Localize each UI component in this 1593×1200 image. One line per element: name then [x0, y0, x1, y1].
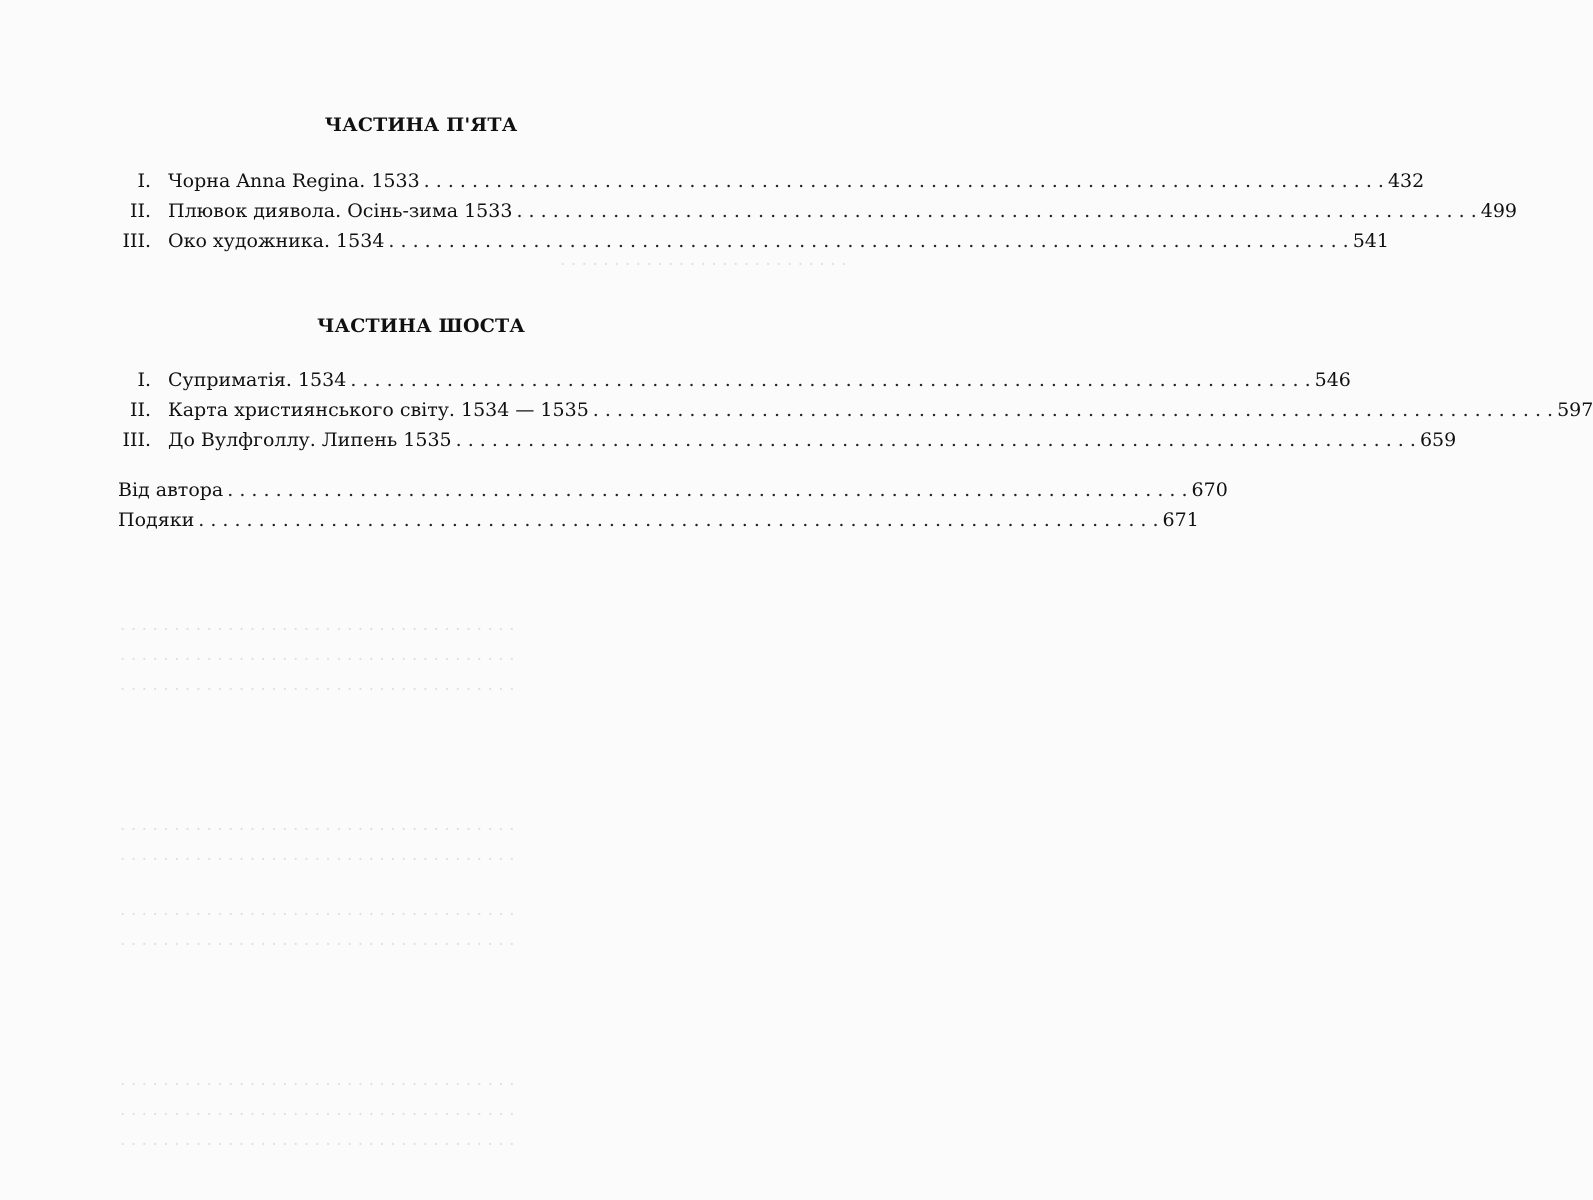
page-number: 659 [1419, 429, 1457, 451]
bleed-through-text: · · · · · · · · · · · · · · · · · · · · · · · · · · · · · · · · · · · · · [120, 650, 515, 670]
bleed-through-text: · · · · · · · · · · · · · · · · · · · · · · · · · · · · · · · · · · · · · [120, 1105, 515, 1125]
dot-leader [198, 509, 1158, 531]
bleed-through-text: · · · · · · · · · · · · · · · · · · · · · · · · · · · · · · · · · · · · · [120, 680, 515, 700]
dot-leader [350, 369, 1310, 391]
chapter-title: До Вулфголлу. Липень 1535 [168, 429, 452, 451]
toc-entry[interactable] [118, 399, 1593, 429]
dot-leader [424, 170, 1384, 192]
chapter-number: III. [122, 230, 151, 252]
dot-leader [516, 200, 1476, 222]
toc-entry[interactable] [118, 429, 1457, 459]
page-number: 546 [1314, 369, 1351, 391]
chapter-title: Суприматія. 1534 [168, 369, 347, 391]
chapter-title: Карта християнського світу. 1534 — 1535 [168, 399, 589, 421]
toc-section-part-six [118, 369, 1593, 459]
page-number: 671 [1162, 509, 1199, 531]
bleed-through-text: · · · · · · · · · · · · · · · · · · · · · · · · · · · · · · · · · · · · · [120, 620, 515, 640]
bleed-through-text: · · · · · · · · · · · · · · · · · · · · · · · · · · · [560, 255, 847, 275]
section-heading-part-six: ЧАСТИНА ШОСТА [316, 315, 526, 337]
page-number: 597 [1557, 399, 1593, 421]
dot-leader [227, 479, 1187, 501]
dot-leader [388, 230, 1348, 252]
dot-leader [456, 429, 1416, 451]
bleed-through-text: · · · · · · · · · · · · · · · · · · · · · · · · · · · · · · · · · · · · · [120, 905, 515, 925]
bleed-through-text: · · · · · · · · · · · · · · · · · · · · · · · · · · · · · · · · · · · · · [120, 850, 515, 870]
bleed-through-text: · · · · · · · · · · · · · · · · · · · · · · · · · · · · · · · · · · · · · [120, 935, 515, 955]
page-number: 541 [1352, 230, 1389, 252]
toc-entry-authors-note[interactable] [118, 479, 1228, 509]
bleed-through-text: · · · · · · · · · · · · · · · · · · · · · · · · · · · · · · · · · · · · · [120, 1075, 515, 1095]
page-number: 499 [1480, 200, 1518, 222]
chapter-number: III. [122, 429, 151, 451]
toc-back-matter [118, 479, 1228, 539]
toc-entry[interactable] [118, 170, 1425, 200]
page-number: 432 [1387, 170, 1425, 192]
chapter-number: I. [137, 369, 151, 391]
chapter-title: Плювок диявола. Осінь-зима 1533 [168, 200, 513, 222]
page-number: 670 [1191, 479, 1228, 501]
chapter-number: II. [129, 399, 151, 421]
bleed-through-text: · · · · · · · · · · · · · · · · · · · · · · · · · · · · · · · · · · · · · [120, 820, 515, 840]
bleed-through-text: · · · · · · · · · · · · · · · · · · · · · · · · · · · · · · · · · · · · · [120, 1135, 515, 1155]
chapter-title: Око художника. 1534 [168, 230, 385, 252]
chapter-number: I. [137, 170, 151, 192]
toc-entry-acknowledgements[interactable] [118, 509, 1199, 539]
entry-title: Подяки [118, 509, 195, 531]
toc-entry[interactable] [118, 369, 1351, 399]
toc-entry[interactable] [118, 200, 1518, 230]
toc-section-part-five [118, 170, 1518, 260]
chapter-number: II. [129, 200, 151, 222]
entry-title: Від автора [118, 479, 224, 501]
dot-leader [593, 399, 1553, 421]
toc-entry[interactable] [118, 230, 1389, 260]
chapter-title: Чорна Anna Regina. 1533 [168, 170, 420, 192]
section-heading-part-five: ЧАСТИНА П'ЯТА [324, 114, 518, 136]
